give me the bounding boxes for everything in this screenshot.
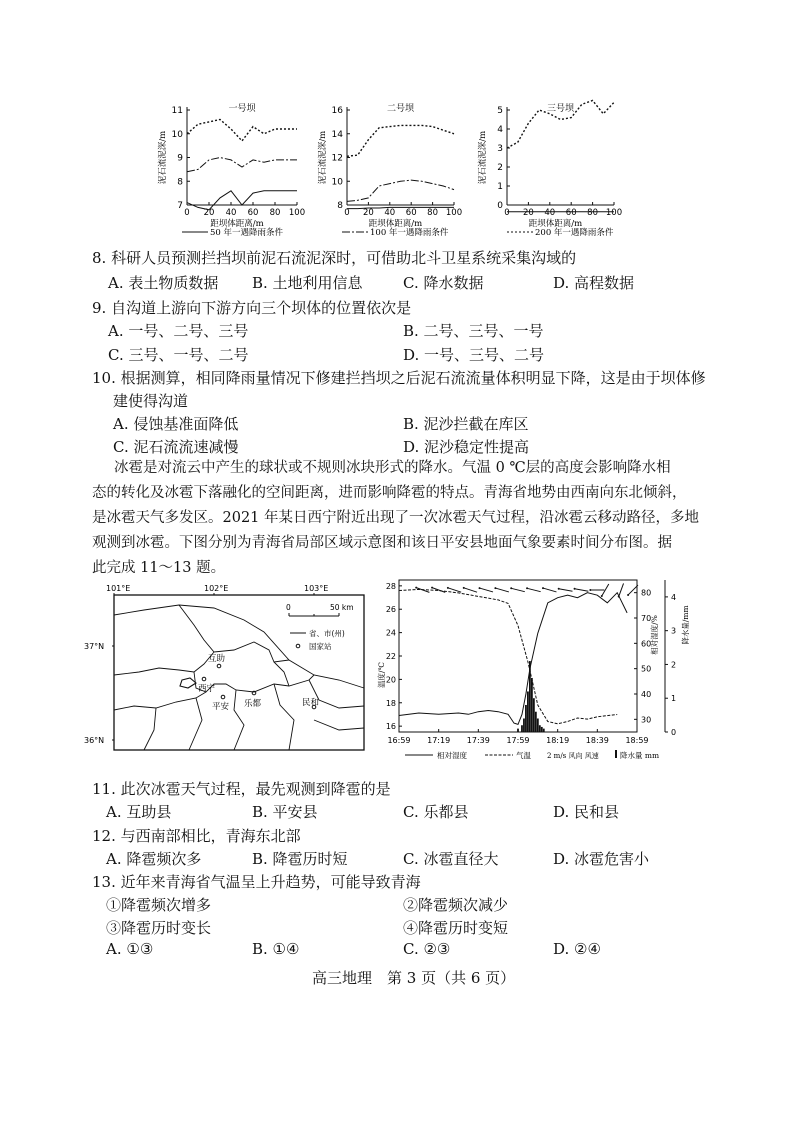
time-tick-label: 17:59 <box>506 736 530 745</box>
precip-bar <box>541 727 543 732</box>
q12-option-a[interactable]: A. 降雹频次多 <box>106 850 202 868</box>
chart-2-xtick-label: 40 <box>384 208 396 218</box>
humidity-tick-label: 70 <box>641 614 652 623</box>
chart-1-xtick-label: 40 <box>225 208 237 218</box>
chart-legend-label: 50 年一遇降雨条件 <box>210 228 284 238</box>
wind-arrow-head <box>526 587 528 589</box>
q12-option-b[interactable]: B. 降雹历时短 <box>252 850 348 868</box>
chart-2-xtick-label: 20 <box>362 208 374 218</box>
time-tick-label: 18:39 <box>585 736 609 745</box>
station-label-minhe: 民和 <box>302 698 320 708</box>
chart-2-xtick-label: 60 <box>405 208 417 218</box>
lon-label-102: 102°E <box>204 584 229 593</box>
time-tick-label: 17:39 <box>466 736 490 745</box>
chart-1-xtick-label: 60 <box>247 208 259 218</box>
q10-option-a[interactable]: A. 侵蚀基准面降低 <box>113 415 239 433</box>
passage-line-3: 是冰雹天气多发区。2021 年某日西宁附近出现了一次冰雹天气过程，沿冰雹云移动路径，多地 <box>92 510 700 526</box>
chart-1-ytick-label: 7 <box>177 201 183 211</box>
precip-tick-label: 2 <box>671 660 677 670</box>
temp-tick-label: 22 <box>385 652 396 661</box>
q11-option-c[interactable]: C. 乐都县 <box>403 803 469 821</box>
precip-tick-label: 3 <box>671 626 677 636</box>
chart-3-ytick-label: 5 <box>497 106 503 116</box>
wind-arrow <box>480 588 493 592</box>
lat-label-37: 37°N <box>84 642 105 651</box>
wind-arrow-head <box>463 587 465 589</box>
wind-arrow <box>559 589 573 591</box>
precip-bar <box>537 718 539 732</box>
q10-option-c[interactable]: C. 泥石流流速减慢 <box>113 438 239 456</box>
time-tick-label: 17:19 <box>427 736 451 745</box>
wind-arrow <box>432 588 445 593</box>
station-label-pingan: 平安 <box>212 702 230 712</box>
chart-3-xtick-label: 100 <box>605 208 623 218</box>
weather-chart-frame <box>399 580 637 732</box>
legend-precip-swatch <box>615 750 617 758</box>
chart-2-series-100yr <box>347 180 454 201</box>
humidity-line <box>399 593 627 725</box>
chart-legend-label: 200 年一遇降雨条件 <box>535 228 614 238</box>
wind-arrow-head <box>494 587 496 589</box>
chart-3-xlabel: 距坝体距离/m <box>528 219 583 229</box>
chart-3-xtick-label: 0 <box>504 208 510 218</box>
page-footer: 高三地理 第 3 页（共 6 页） <box>312 969 516 987</box>
q13-item-4: ④降雹历时变短 <box>403 919 509 937</box>
precip-bar <box>531 678 533 732</box>
time-tick-label: 18:59 <box>625 736 649 745</box>
precip-bar <box>523 718 525 732</box>
chart-2-xtick-label: 0 <box>344 208 350 218</box>
precip-tick-label: 0 <box>671 728 677 737</box>
wind-arrow-head <box>558 588 560 590</box>
wind-arrow-head <box>627 594 629 596</box>
humidity-tick-label: 50 <box>641 664 652 674</box>
chart-1-xlabel: 距坝体距离/m <box>210 219 264 229</box>
wind-arrow-head <box>601 595 603 597</box>
q13-item-3: ③降雹历时变长 <box>106 919 212 937</box>
chart-1-xtick-label: 20 <box>203 208 215 218</box>
wind-arrow-head <box>415 587 417 589</box>
chart-1-xtick-label: 80 <box>269 208 281 218</box>
chart-3-xtick-label: 40 <box>544 208 556 218</box>
wind-arrow-head <box>431 587 433 589</box>
chart-2-ytick-label: 16 <box>331 106 343 116</box>
wind-arrow <box>495 588 508 592</box>
question-9-stem: 9. 自沟道上游向下游方向三个坝体的位置依次是 <box>92 299 412 317</box>
chart-2-ytick-label: 8 <box>337 201 343 211</box>
chart-2-ytick-label: 10 <box>331 177 343 188</box>
question-10-stem-cont: 建使得沟道 <box>113 392 189 410</box>
station-label-ledu: 乐都 <box>244 699 262 709</box>
station-xining <box>202 677 206 681</box>
q13-option-b[interactable]: B. ①④ <box>252 940 300 958</box>
chart-1-series-100yr <box>187 158 297 172</box>
q11-option-a[interactable]: A. 互助县 <box>106 803 172 821</box>
time-tick-label: 16:59 <box>387 736 411 745</box>
legend-boundary: 省、市(州) <box>309 629 345 638</box>
q8-option-b[interactable]: B. 土地利用信息 <box>252 274 363 292</box>
q10-option-b[interactable]: B. 泥沙拦截在库区 <box>403 415 529 433</box>
dam-charts <box>0 95 800 245</box>
station-pingan <box>221 695 225 699</box>
wind-arrow <box>575 589 589 591</box>
precip-tick-label: 1 <box>671 694 677 704</box>
temp-tick-label: 18 <box>385 698 396 708</box>
q9-option-a[interactable]: A. 一号、二号、三号 <box>108 322 249 340</box>
legend-wind-label: 2 m/s 风向 风速 <box>547 752 599 760</box>
q13-option-d[interactable]: D. ②④ <box>553 940 601 958</box>
scale-zero: 0 <box>286 603 291 612</box>
map-legend <box>290 628 345 651</box>
temp-tick-label: 20 <box>385 675 396 685</box>
chart-3-ytick-label: 0 <box>497 201 503 211</box>
precip-bar <box>521 725 523 732</box>
temp-tick-label: 26 <box>385 605 396 615</box>
wind-arrow <box>527 588 541 591</box>
chart-3-ytick-label: 2 <box>497 163 503 173</box>
chart-2-xtick-label: 100 <box>445 208 463 218</box>
q13-item-1: ①降雹频次增多 <box>106 896 212 914</box>
question-12-stem: 12. 与西南部相比，青海东北部 <box>92 827 301 845</box>
chart-3-ytick-label: 1 <box>497 182 503 192</box>
chart-3-xtick-label: 20 <box>522 208 534 218</box>
wind-arrow <box>543 588 556 592</box>
q8-option-d[interactable]: D. 高程数据 <box>553 274 635 292</box>
chart-1-ytick-label: 9 <box>177 153 183 164</box>
legend-temp-label: 气温 <box>516 751 531 760</box>
wind-arrow <box>511 588 525 591</box>
precip-bar <box>543 729 545 732</box>
passage-line-5: 此完成 11～13 题。 <box>92 560 226 576</box>
wind-arrow-head <box>618 596 620 598</box>
scale-50km: 50 km <box>330 603 354 612</box>
chart-1-xtick-label: 100 <box>288 208 306 218</box>
passage <box>92 456 712 581</box>
chart-2-ytick-label: 12 <box>331 153 343 164</box>
time-tick-label: 18:19 <box>546 736 570 745</box>
chart-1-ytick-label: 11 <box>171 106 183 116</box>
qinghai-map <box>84 580 384 760</box>
county-boundaries <box>114 605 364 750</box>
scale-bar <box>286 603 354 616</box>
q9-option-b[interactable]: B. 二号、三号、一号 <box>403 322 544 340</box>
lon-label-101: 101°E <box>106 584 131 593</box>
passage-line-2: 态的转化及冰雹下落融化的空间距离，进而影响降雹的特点。青海省地势由西南向东北倾斜， <box>92 485 687 501</box>
chart-3-xtick-label: 80 <box>587 208 599 218</box>
wind-arrow <box>628 585 638 595</box>
question-10-stem: 10. 根据测算，相同降雨量情况下修建拦挡坝之后泥石流流量体积明显下降，这是由于坝体修 <box>92 369 706 387</box>
chart-legend-label: 100 年一遇降雨条件 <box>370 228 449 238</box>
chart-2-series-200yr <box>347 125 454 156</box>
wind-arrow-head <box>542 587 544 589</box>
legend-precip-label: 降水量 mm <box>620 751 660 760</box>
chart-3-ylabel: 泥石流泥深/m <box>478 130 488 185</box>
wind-arrow-head <box>574 588 576 590</box>
temp-tick-label: 16 <box>385 722 396 732</box>
q13-item-2: ②降雹频次减少 <box>403 896 509 914</box>
question-8-stem: 8. 科研人员预测拦挡坝前泥石流泥深时，可借助北斗卫星系统采集沟域的 <box>92 249 577 267</box>
station-label-huzhu: 互助 <box>208 654 226 664</box>
lon-label-103: 103°E <box>304 584 329 593</box>
chart-2-xtick-label: 80 <box>427 208 439 218</box>
chart-1-ytick-label: 8 <box>177 177 183 188</box>
humidity-axis-label: 相对湿度/% <box>650 615 659 655</box>
chart-2-xlabel: 距坝体距离/m <box>368 219 423 229</box>
precip-bar <box>525 705 527 732</box>
humidity-tick-label: 30 <box>641 715 652 725</box>
chart-3-ytick-label: 4 <box>497 125 503 135</box>
q8-option-c[interactable]: C. 降水数据 <box>403 274 484 292</box>
chart-1-ylabel: 泥石流泥深/m <box>158 130 168 185</box>
humidity-tick-label: 60 <box>641 639 652 649</box>
q9-option-c[interactable]: C. 三号、一号、二号 <box>108 346 249 364</box>
temp-tick-label: 28 <box>385 581 396 591</box>
chart-3-title: 三号坝 <box>546 104 575 114</box>
station-label-xining: 西宁 <box>198 684 216 694</box>
temperature-line <box>399 589 617 723</box>
temp-tick-label: 24 <box>385 628 396 638</box>
wind-arrow-head <box>479 587 481 589</box>
precip-bar <box>527 691 529 732</box>
humidity-tick-label: 80 <box>641 588 652 598</box>
chart-3-ytick-label: 3 <box>497 144 503 154</box>
wind-arrow <box>464 588 477 592</box>
wind-arrow-head <box>589 589 591 591</box>
precip-bar <box>533 698 535 732</box>
chart-1-series-200yr <box>187 120 297 141</box>
chart-2-ytick-label: 14 <box>331 129 343 140</box>
question-11-stem: 11. 此次冰雹天气过程，最先观测到降雹的是 <box>92 780 391 798</box>
q12-option-c[interactable]: C. 冰雹直径大 <box>403 850 499 868</box>
precip-bar <box>535 712 537 732</box>
precip-axis-label: 降水量/mm <box>681 605 690 645</box>
legend-humidity-label: 相对湿度 <box>437 751 467 760</box>
legend-station: 国家站 <box>309 642 332 651</box>
q11-option-d[interactable]: D. 民和县 <box>553 803 620 821</box>
humidity-tick-label: 40 <box>641 690 652 699</box>
passage-line-1: 冰雹是对流云中产生的球状或不规则冰块形式的降水。气温 0 ℃层的高度会影响降水相 <box>114 460 671 476</box>
q8-option-a[interactable]: A. 表土物质数据 <box>108 274 219 292</box>
weather-chart <box>375 575 695 775</box>
q9-option-d[interactable]: D. 一号、三号、二号 <box>403 346 545 364</box>
chart-2-ylabel: 泥石流泥深/m <box>318 130 328 185</box>
q11-option-b[interactable]: B. 平安县 <box>252 803 318 821</box>
wind-arrow-head <box>447 587 449 589</box>
precip-tick-label: 4 <box>671 592 677 602</box>
chart-1-series-50yr <box>187 191 297 210</box>
question-13-stem: 13. 近年来青海省气温呈上升趋势，可能导致青海 <box>92 873 421 891</box>
wind-arrow <box>619 583 624 596</box>
q10-option-d[interactable]: D. 泥沙稳定性提高 <box>403 438 530 456</box>
passage-line-4: 观测到冰雹。下图分别为青海省局部区域示意图和该日平安县地面气象要素时间分布图。据 <box>92 535 672 551</box>
precip-bar <box>517 729 519 732</box>
q13-option-c[interactable]: C. ②③ <box>403 940 451 958</box>
precip-bar <box>539 725 541 732</box>
chart-1-xtick-label: 0 <box>184 208 190 218</box>
station-huzhu <box>217 664 221 668</box>
chart-1-title: 一号坝 <box>228 104 256 114</box>
wind-arrow-head <box>510 587 512 589</box>
chart-1-ytick-label: 10 <box>171 129 183 140</box>
lat-label-36: 36°N <box>84 736 105 745</box>
q13-option-a[interactable]: A. ①③ <box>106 940 154 958</box>
chart-2-title: 二号坝 <box>386 104 415 114</box>
chart-3-xtick-label: 60 <box>565 208 577 218</box>
temp-axis-label: 温度/℃ <box>377 662 386 688</box>
q12-option-d[interactable]: D. 冰雹危害小 <box>553 850 650 868</box>
